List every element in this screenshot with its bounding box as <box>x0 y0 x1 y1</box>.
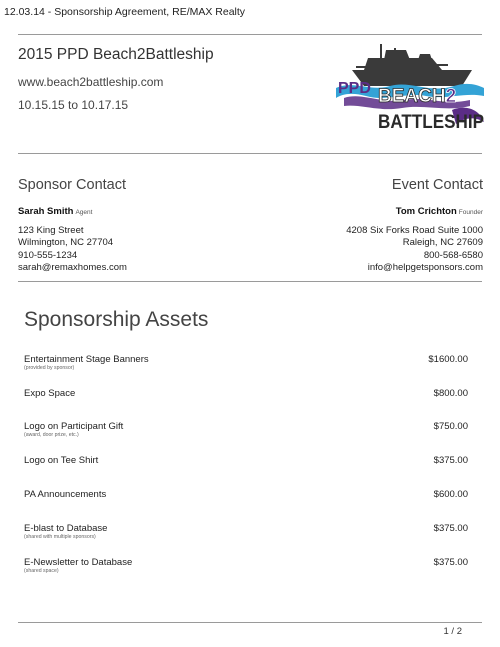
logo-two: 2 <box>445 86 457 107</box>
asset-price: $375.00 <box>433 557 468 568</box>
asset-name: Expo Space <box>24 388 76 399</box>
sponsor-contact-name-line <box>18 206 92 217</box>
asset-name: Logo on Participant Gift <box>24 421 124 432</box>
asset-row <box>24 523 468 547</box>
asset-price: $600.00 <box>433 489 468 500</box>
event-contact-heading: Event Contact <box>391 177 483 193</box>
event-title: 2015 PPD Beach2Battleship <box>18 46 214 63</box>
event-url: www.beach2battleship.com <box>18 75 164 89</box>
asset-row <box>24 388 468 412</box>
sponsor-address-line1: 123 King Street <box>18 225 84 236</box>
sponsor-name: Sarah Smith <box>18 206 74 217</box>
footer-divider <box>18 622 482 623</box>
asset-price: $375.00 <box>433 455 468 466</box>
asset-price: $375.00 <box>433 523 468 534</box>
asset-name: E-Newsletter to Database <box>24 557 133 568</box>
asset-note: (shared with multiple sponsors) <box>24 534 96 540</box>
event-address-line2: Raleigh, NC 27609 <box>402 237 483 249</box>
svg-text:BEACH2 <box>378 86 456 107</box>
asset-row <box>24 421 468 445</box>
top-divider <box>18 34 482 35</box>
asset-note: (provided by sponsor) <box>24 365 75 371</box>
asset-name: E-blast to Database <box>24 523 108 534</box>
asset-row <box>24 557 468 581</box>
event-contact-name-line <box>396 206 483 217</box>
asset-name: Logo on Tee Shirt <box>24 455 99 466</box>
assets-title: Sponsorship Assets <box>24 308 209 331</box>
page-number: 1 / 2 <box>443 626 462 637</box>
asset-row <box>24 455 468 479</box>
asset-price: $750.00 <box>433 421 468 432</box>
document-title: 12.03.14 - Sponsorship Agreement, RE/MAX Realty <box>4 6 246 18</box>
asset-name: PA Announcements <box>24 489 107 500</box>
logo-beach: BEACH <box>378 86 446 107</box>
sponsor-phone: 910-555-1234 <box>18 249 78 261</box>
event-contact-name: Tom Crichton <box>395 206 457 217</box>
event-dates: 10.15.15 to 10.17.15 <box>18 98 129 112</box>
event-address-line1: 4208 Six Forks Road Suite 1000 <box>346 225 483 236</box>
asset-row <box>24 354 468 378</box>
beach2battleship-logo <box>334 40 486 134</box>
contact-divider <box>18 281 482 282</box>
header-divider <box>18 153 482 154</box>
asset-price: $800.00 <box>433 388 468 399</box>
asset-note: (award, door prize, etc.) <box>24 432 79 438</box>
asset-row <box>24 489 468 513</box>
event-contact-details <box>346 225 483 274</box>
event-email: info@helpgetsponsors.com <box>367 261 483 273</box>
logo-battleship: BATTLESHIP <box>378 112 485 133</box>
asset-note: (shared space) <box>24 568 59 574</box>
asset-name: Entertainment Stage Banners <box>24 354 149 365</box>
sponsor-email: sarah@remaxhomes.com <box>18 261 127 273</box>
sponsor-contact-heading: Sponsor Contact <box>18 177 127 193</box>
sponsor-contact-details <box>18 225 127 274</box>
sponsor-address-line2: Wilmington, NC 27704 <box>18 237 114 249</box>
asset-price: $1600.00 <box>428 354 468 365</box>
event-contact-role: Founder <box>458 209 483 216</box>
sponsor-role: Agent <box>75 209 93 216</box>
event-phone: 800-568-6580 <box>423 249 483 261</box>
logo-ppd: PPD <box>338 80 371 97</box>
